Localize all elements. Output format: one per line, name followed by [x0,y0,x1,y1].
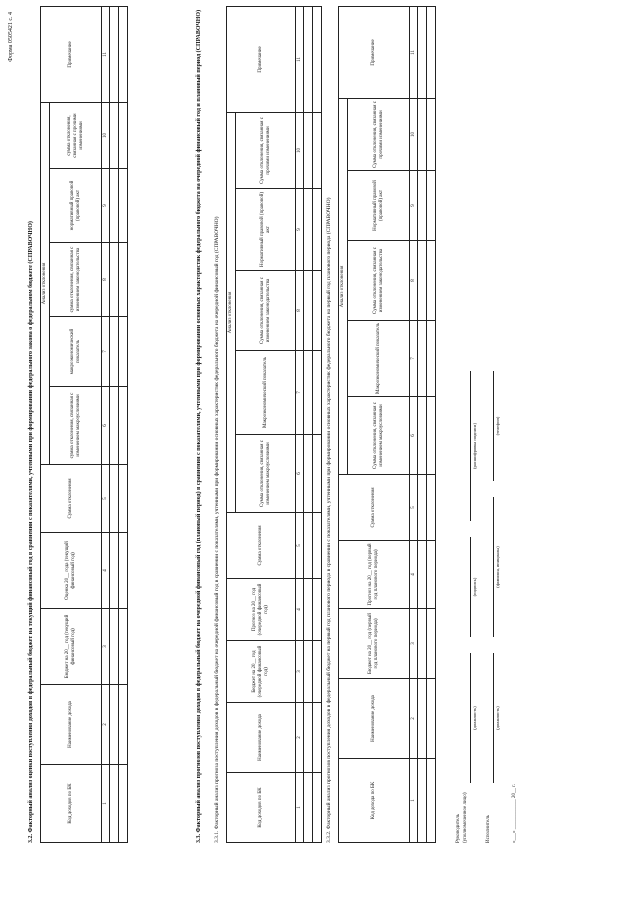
header-analysis: Анализ отклонения [227,112,236,512]
column-numbers-row [102,6,110,842]
col-num: 8 [410,241,418,321]
col-num: 10 [410,98,418,170]
header-forecast: Прогноз на 20__ год (первый год планового периода) [339,541,410,609]
executor-phone-line [493,371,494,481]
section-33-title: 3.3. Факторный анализ прогнозов поступления доходов в федеральный бюджет на очередной финансовый год (плановый период) в сравнении с показателями, учтенными при формировании основных характеристик федерального бюджета на очередной финансовый год и плановый период (СПРАВОЧНО) [196,9,202,843]
head-name-caption: (расшифровка подписи) [472,423,477,469]
header-a4: Нормативный правовой (правовой) акт [348,171,410,241]
header-a4: Нормативный правовой (правовой) акт [236,189,296,271]
col-num: 2 [102,685,110,765]
header-a2: Макроэкономический показатель [348,321,410,397]
col-num: 6 [410,397,418,475]
executor-position-caption: (должность) [495,706,500,730]
col-num: 7 [102,317,110,387]
section-32-title: 3.2. Факторный анализ оценки поступления доходов в федеральный бюджет на текущий финансовый год в сравнении с показателями, учтенными при формировании федерального закона о федеральном бюджете (СПРАВОЧНО) [28,221,34,843]
col-num: 2 [410,679,418,759]
col-num: 9 [102,169,110,243]
col-num: 9 [296,189,304,271]
header-budget: Бюджет на 20__ год (текущий финансовый год) [41,609,102,685]
col-num: 1 [410,759,418,843]
col-num: 4 [296,579,304,641]
header-name: Наименование дохода [227,703,296,773]
col-num: 8 [296,271,304,351]
section-331-title: 3.3.1. Факторный анализ прогноза поступления доходов в федеральный бюджет на очередной финансовый год в сравнении с показателями, учтенными при формировании основных характеристик федерального бюджета на очередной финансовый год (СПРАВОЧНО) [214,216,220,843]
header-code: Код доходов по БК [227,773,296,843]
header-budget: Бюджет на 20__ год (первый год планового периода) [339,609,410,679]
header-a1: Сумма отклонения, связанная с изменением макроусловиями [348,397,410,475]
executor-position-line [493,653,494,783]
col-num: 11 [102,6,110,102]
table-32 [40,6,128,843]
col-num: 10 [102,102,110,168]
header-name: Наименование дохода [41,685,102,765]
column-numbers-row [296,6,304,842]
col-num: 3 [296,641,304,703]
col-num: 3 [102,609,110,685]
col-num: 6 [296,435,304,513]
header-a3: сумма отклонения, связанная с изменением законодательства [50,243,102,317]
header-name: Наименование дохода [339,679,410,759]
head-name-line [470,371,471,521]
executor-name-caption: (фамилия, инициалы) [495,546,500,588]
col-num: 1 [296,773,304,843]
total-row [313,6,322,842]
header-forecast: Прогноз на 20__ год (очередной финансовый год) [227,579,296,641]
header-deviation: Сумма отклонения [41,465,102,533]
col-num: 5 [410,475,418,541]
col-num: 4 [102,533,110,609]
header-budget: Бюджет на 20__ год (очередной финансовый год) [227,641,296,703]
header-a3: Сумма отклонения, связанная с изменением законодательства [348,241,410,321]
head-sublabel: (уполномоченное лицо) [463,792,468,843]
header-a1: Сумма отклонения, связанная с изменением макроусловиями [236,435,296,513]
col-num: 5 [296,513,304,579]
header-a2: макроэкономический показатель [50,317,102,387]
col-num: 2 [296,703,304,773]
header-code: Код доходов по БК [41,765,102,843]
table-row [304,6,313,842]
header-a5: Сумма отклонения, связанная с прочими изменениями [236,112,296,188]
header-a2: Макроэкономический показатель [236,351,296,435]
executor-label: Исполнитель [486,815,491,843]
header-analysis: Анализ отклонения [339,98,348,474]
col-num: 7 [296,351,304,435]
col-num: 7 [410,321,418,397]
header-deviation: Сумма отклонения [339,475,410,541]
table-row [110,6,119,842]
head-position-line [470,653,471,783]
header-a3: Сумма отклонения, связанная с изменением законодательства [236,271,296,351]
col-num: 1 [102,765,110,843]
col-num: 6 [102,387,110,465]
col-num: 3 [410,609,418,679]
header-a5: Сумма отклонения, связанная с прочими изменениями [348,98,410,170]
table-331 [226,6,322,843]
col-num: 8 [102,243,110,317]
section-33-title-line1 [196,7,203,843]
column-numbers-row [410,6,418,842]
col-num: 5 [102,465,110,533]
col-num: 11 [410,6,418,98]
executor-phone-caption: (телефон) [495,416,500,436]
date-field: «___» ____________ 20__ г. [512,784,517,843]
col-num: 10 [296,112,304,188]
total-row [119,6,128,842]
section-332-title: 3.3.2. Факторный анализ прогнозов поступления доходов в федеральный бюджет на первый год планового периода в сравнении с показателями, учтенными при формировании основных характеристик федерального бюджета на первый год планового периода (СПРАВОЧНО) [326,197,332,843]
col-num: 9 [410,171,418,241]
head-label: Руководитель [456,813,461,843]
header-a1: сумма отклонения, связанная с изменением макроусловиями [50,387,102,465]
col-num: 11 [296,6,304,112]
total-row [427,6,436,842]
header-deviation: Сумма отклонения [227,513,296,579]
form-number: Форма 0505421 с. 4 [8,12,14,62]
header-note: Примечание [227,6,296,112]
header-code: Код дохода по БК [339,759,410,843]
executor-name-line [493,497,494,637]
table-row [418,6,427,842]
header-analysis: Анализ отклонения [41,102,50,464]
head-position-caption: (должность) [472,706,477,730]
header-estimate: Оценка 20__ года (текущий финансовый год) [41,533,102,609]
header-note: Примечание [339,6,410,98]
header-a4: нормативный правовой (правовой) акт [50,169,102,243]
head-signature-line [470,537,471,637]
header-a5: сумма отклонения, связанная с прочими изменениями [50,102,102,168]
col-num: 4 [410,541,418,609]
header-note: Примечание [41,6,102,102]
head-signature-caption: (подпись) [472,577,477,597]
table-332 [338,6,436,843]
